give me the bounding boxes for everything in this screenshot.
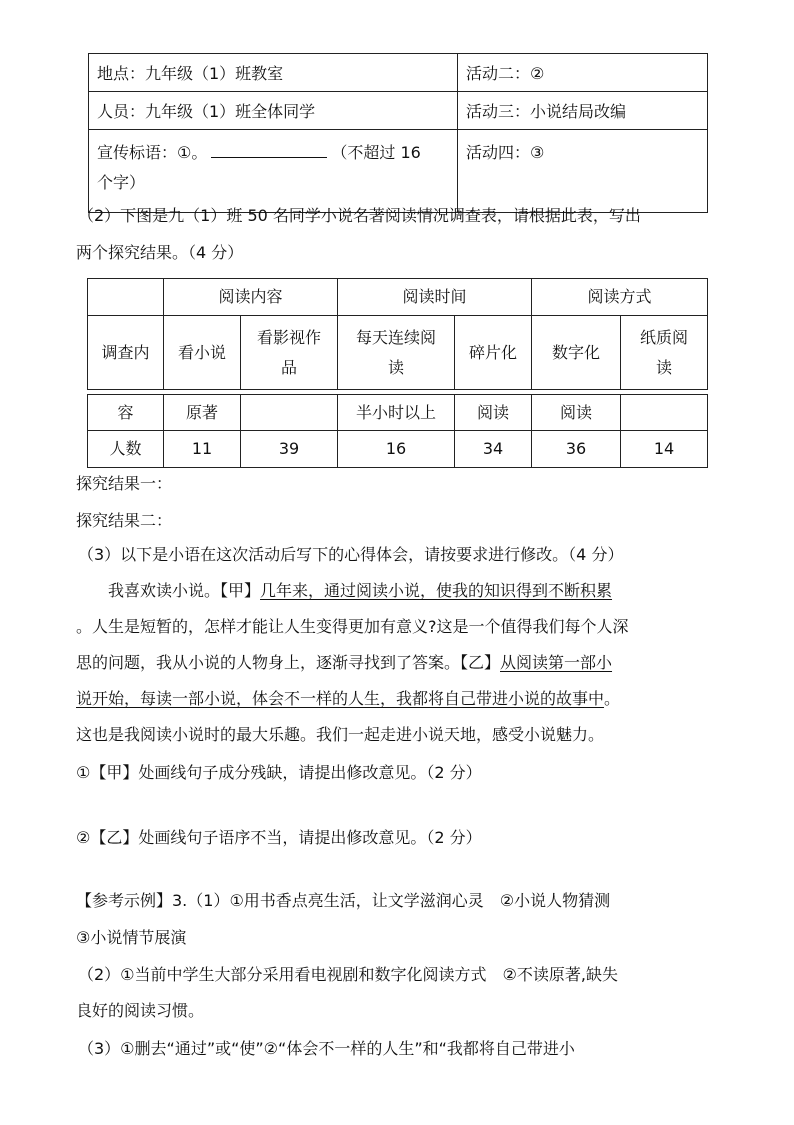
col-film-l2: 品 bbox=[280, 357, 297, 377]
answer-line-5: （3）①删去“通过”或“使”②“体会不一样的人生”和“我都将自己带进小 bbox=[78, 1039, 575, 1058]
result-2: 探究结果二： bbox=[76, 511, 173, 530]
group-content: 阅读内容 bbox=[164, 279, 338, 316]
count-cell: 34 bbox=[455, 431, 532, 468]
col-paper-l2: 读 bbox=[655, 357, 672, 377]
count-cell: 14 bbox=[621, 431, 708, 468]
count-cell: 36 bbox=[532, 431, 621, 468]
q3-sub-2: ②【乙】处画线句子语序不当，请提出修改意见。（2 分） bbox=[76, 828, 482, 847]
q3-para-line-5: 这也是我阅读小说时的最大乐趣。我们一起走进小说天地，感受小说魅力。 bbox=[76, 725, 605, 744]
survey-table bbox=[87, 278, 708, 468]
col-daily-l2: 读 bbox=[387, 357, 404, 377]
q3-sub-1: ①【甲】处画线句子成分残缺，请提出修改意见。（2 分） bbox=[76, 763, 482, 782]
col-daily bbox=[338, 316, 455, 390]
q2-line-1: （2）下图是九（1）班 50 名同学小说名著阅读情况调查表，请根据此表，写出 bbox=[78, 206, 641, 225]
q3-intro: （3）以下是小语在这次活动后写下的心得体会，请按要求进行修改。（4 分） bbox=[78, 545, 624, 564]
col-daily-l1: 每天连续阅 bbox=[355, 327, 436, 347]
activity4-cell: 活动四：③ bbox=[458, 130, 708, 213]
col-paper-empty bbox=[621, 395, 708, 431]
q3-para-line-2: 。人生是短暂的，怎样才能让人生变得更加有意义?这是一个值得我们每个人深 bbox=[76, 617, 629, 636]
slogan-blank bbox=[211, 143, 327, 158]
col-daily-l3: 半小时以上 bbox=[338, 395, 455, 431]
group-time: 阅读时间 bbox=[338, 279, 532, 316]
underlined-sentence-jia: 几年来，通过阅读小说，使我的知识得到不断积累 bbox=[260, 581, 613, 600]
slogan-label: 宣传标语：①。 bbox=[97, 143, 208, 162]
col-fragment-l2: 阅读 bbox=[455, 395, 532, 431]
slogan-note: （不超过 16 bbox=[331, 143, 421, 162]
q2-line-2: 两个探究结果。（4 分） bbox=[76, 243, 244, 262]
result-1: 探究结果一： bbox=[76, 474, 173, 493]
group-method: 阅读方式 bbox=[532, 279, 708, 316]
place-cell: 地点：九年级（1）班教室 bbox=[89, 54, 458, 92]
q3-para-line-3 bbox=[76, 653, 612, 673]
underlined-sentence-yi-1: 从阅读第一部小 bbox=[500, 653, 613, 672]
activity2-cell: 活动二：② bbox=[458, 54, 708, 92]
underlined-sentence-yi-2: 说开始，每读一部小说，体会不一样的人生，我都将自己带进小说的故事中 bbox=[76, 689, 605, 708]
count-cell: 39 bbox=[241, 431, 338, 468]
col-novel: 看小说 bbox=[164, 316, 241, 390]
row-label-survey: 调查内 bbox=[88, 316, 164, 390]
corner-cell bbox=[88, 279, 164, 316]
activity-table bbox=[88, 53, 708, 213]
answer-line-2: ③小说情节展演 bbox=[76, 928, 187, 947]
q3-p3-lead: 思的问题，我从小说的人物身上，逐渐寻找到了答案。【乙】 bbox=[76, 653, 501, 672]
count-label: 人数 bbox=[88, 431, 164, 468]
activity3-cell: 活动三：小说结局改编 bbox=[458, 92, 708, 130]
answer-line-4: 良好的阅读习惯。 bbox=[76, 1001, 205, 1020]
col-film-l1: 看影视作 bbox=[256, 327, 321, 347]
answer-line-3: （2）①当前中学生大部分采用看电视剧和数字化阅读方式 ②不读原著,缺失 bbox=[78, 965, 618, 984]
col-digital: 数字化 bbox=[532, 316, 621, 390]
col-digital-l2: 阅读 bbox=[532, 395, 621, 431]
col-novel-l2: 原著 bbox=[164, 395, 241, 431]
q3-para-line-1 bbox=[108, 581, 612, 601]
col-film-empty bbox=[241, 395, 338, 431]
answer-line-1: 【参考示例】3.（1）①用书香点亮生活，让文学滋润心灵 ②小说人物猜测 bbox=[76, 891, 611, 910]
count-cell: 16 bbox=[338, 431, 455, 468]
col-paper-l1: 纸质阅 bbox=[639, 327, 688, 347]
q3-para-line-4 bbox=[76, 689, 620, 709]
slogan-note-2: 个字） bbox=[97, 173, 146, 192]
people-cell: 人员：九年级（1）班全体同学 bbox=[89, 92, 458, 130]
q3-p4-end: 。 bbox=[604, 689, 621, 708]
col-paper bbox=[621, 316, 708, 390]
q3-p1-lead: 我喜欢读小说。【甲】 bbox=[108, 581, 261, 600]
slogan-cell bbox=[89, 130, 458, 213]
col-film bbox=[241, 316, 338, 390]
count-cell: 11 bbox=[164, 431, 241, 468]
col-fragment: 碎片化 bbox=[455, 316, 532, 390]
row-label-content: 容 bbox=[88, 395, 164, 431]
